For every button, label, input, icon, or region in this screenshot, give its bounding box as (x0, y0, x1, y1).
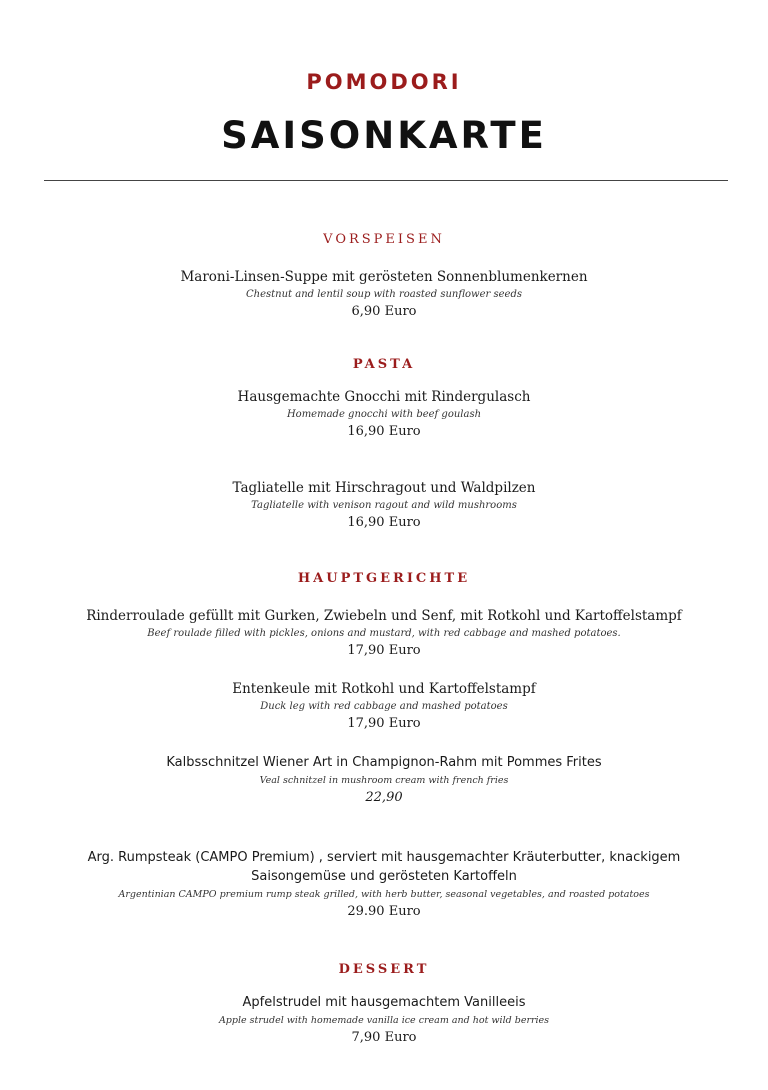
item-price: 7,90 Euro (351, 1030, 417, 1045)
menu-item (0, 388, 768, 441)
item-price: 6,90 Euro (351, 304, 417, 319)
item-price: 29.90 Euro (347, 904, 421, 919)
item-price: 16,90 Euro (347, 515, 421, 530)
section-title-hauptgerichte: HAUPTGERICHTE (297, 571, 471, 586)
item-name: Tagliatelle mit Hirschragout und Waldpilzen (232, 480, 536, 496)
item-translation: Homemade gnocchi with beef goulash (286, 409, 482, 420)
header-divider (44, 180, 728, 181)
item-translation: Argentinian CAMPO premium rump steak grilled, with herb butter, seasonal vegetables, and roasted potatoes (118, 889, 650, 900)
item-name: Hausgemachte Gnocchi mit Rindergulasch (237, 389, 531, 405)
menu-brand: POMODORI (306, 70, 462, 94)
item-name: Arg. Rumpsteak (CAMPO Premium) , serviert mit hausgemachter Kräuterbutter, knackigem Saisongemüse und gerösteten Kartoffeln (87, 850, 681, 884)
item-translation: Duck leg with red cabbage and mashed potatoes (260, 701, 508, 712)
item-price: 17,90 Euro (347, 716, 421, 731)
item-name: Maroni-Linsen-Suppe mit gerösteten Sonnenblumenkernen (180, 269, 588, 285)
section-title-dessert: DESSERT (338, 962, 430, 977)
item-translation: Veal schnitzel in mushroom cream with french fries (259, 775, 509, 786)
item-price: 17,90 Euro (347, 643, 421, 658)
item-translation: Tagliatelle with venison ragout and wild mushrooms (251, 500, 517, 511)
menu-item (0, 680, 768, 733)
section-title-pasta: PASTA (352, 357, 416, 372)
item-translation: Apple strudel with homemade vanilla ice cream and hot wild berries (218, 1015, 550, 1026)
item-translation: Beef roulade filled with pickles, onions and mustard, with red cabbage and mashed potatoes. (147, 628, 621, 639)
menu-item (0, 607, 768, 660)
item-price: 16,90 Euro (347, 424, 421, 439)
section-title-vorspeisen: VORSPEISEN (323, 232, 445, 247)
menu-item (0, 848, 768, 921)
item-name: Rinderroulade gefüllt mit Gurken, Zwiebeln und Senf, mit Rotkohl und Kartoffelstampf (86, 608, 682, 624)
item-price: 22,90 (365, 790, 403, 805)
menu-title: SAISONKARTE (221, 114, 547, 157)
item-name: Apfelstrudel mit hausgemachtem Vanilleeis (242, 995, 526, 1010)
item-name: Kalbsschnitzel Wiener Art in Champignon-Rahm mit Pommes Frites (166, 755, 602, 770)
menu-item (0, 754, 768, 807)
menu-item (0, 479, 768, 532)
menu-item (0, 994, 768, 1047)
menu-item (0, 268, 768, 321)
item-name: Entenkeule mit Rotkohl und Kartoffelstampf (232, 681, 536, 697)
item-translation: Chestnut and lentil soup with roasted sunflower seeds (246, 289, 522, 300)
